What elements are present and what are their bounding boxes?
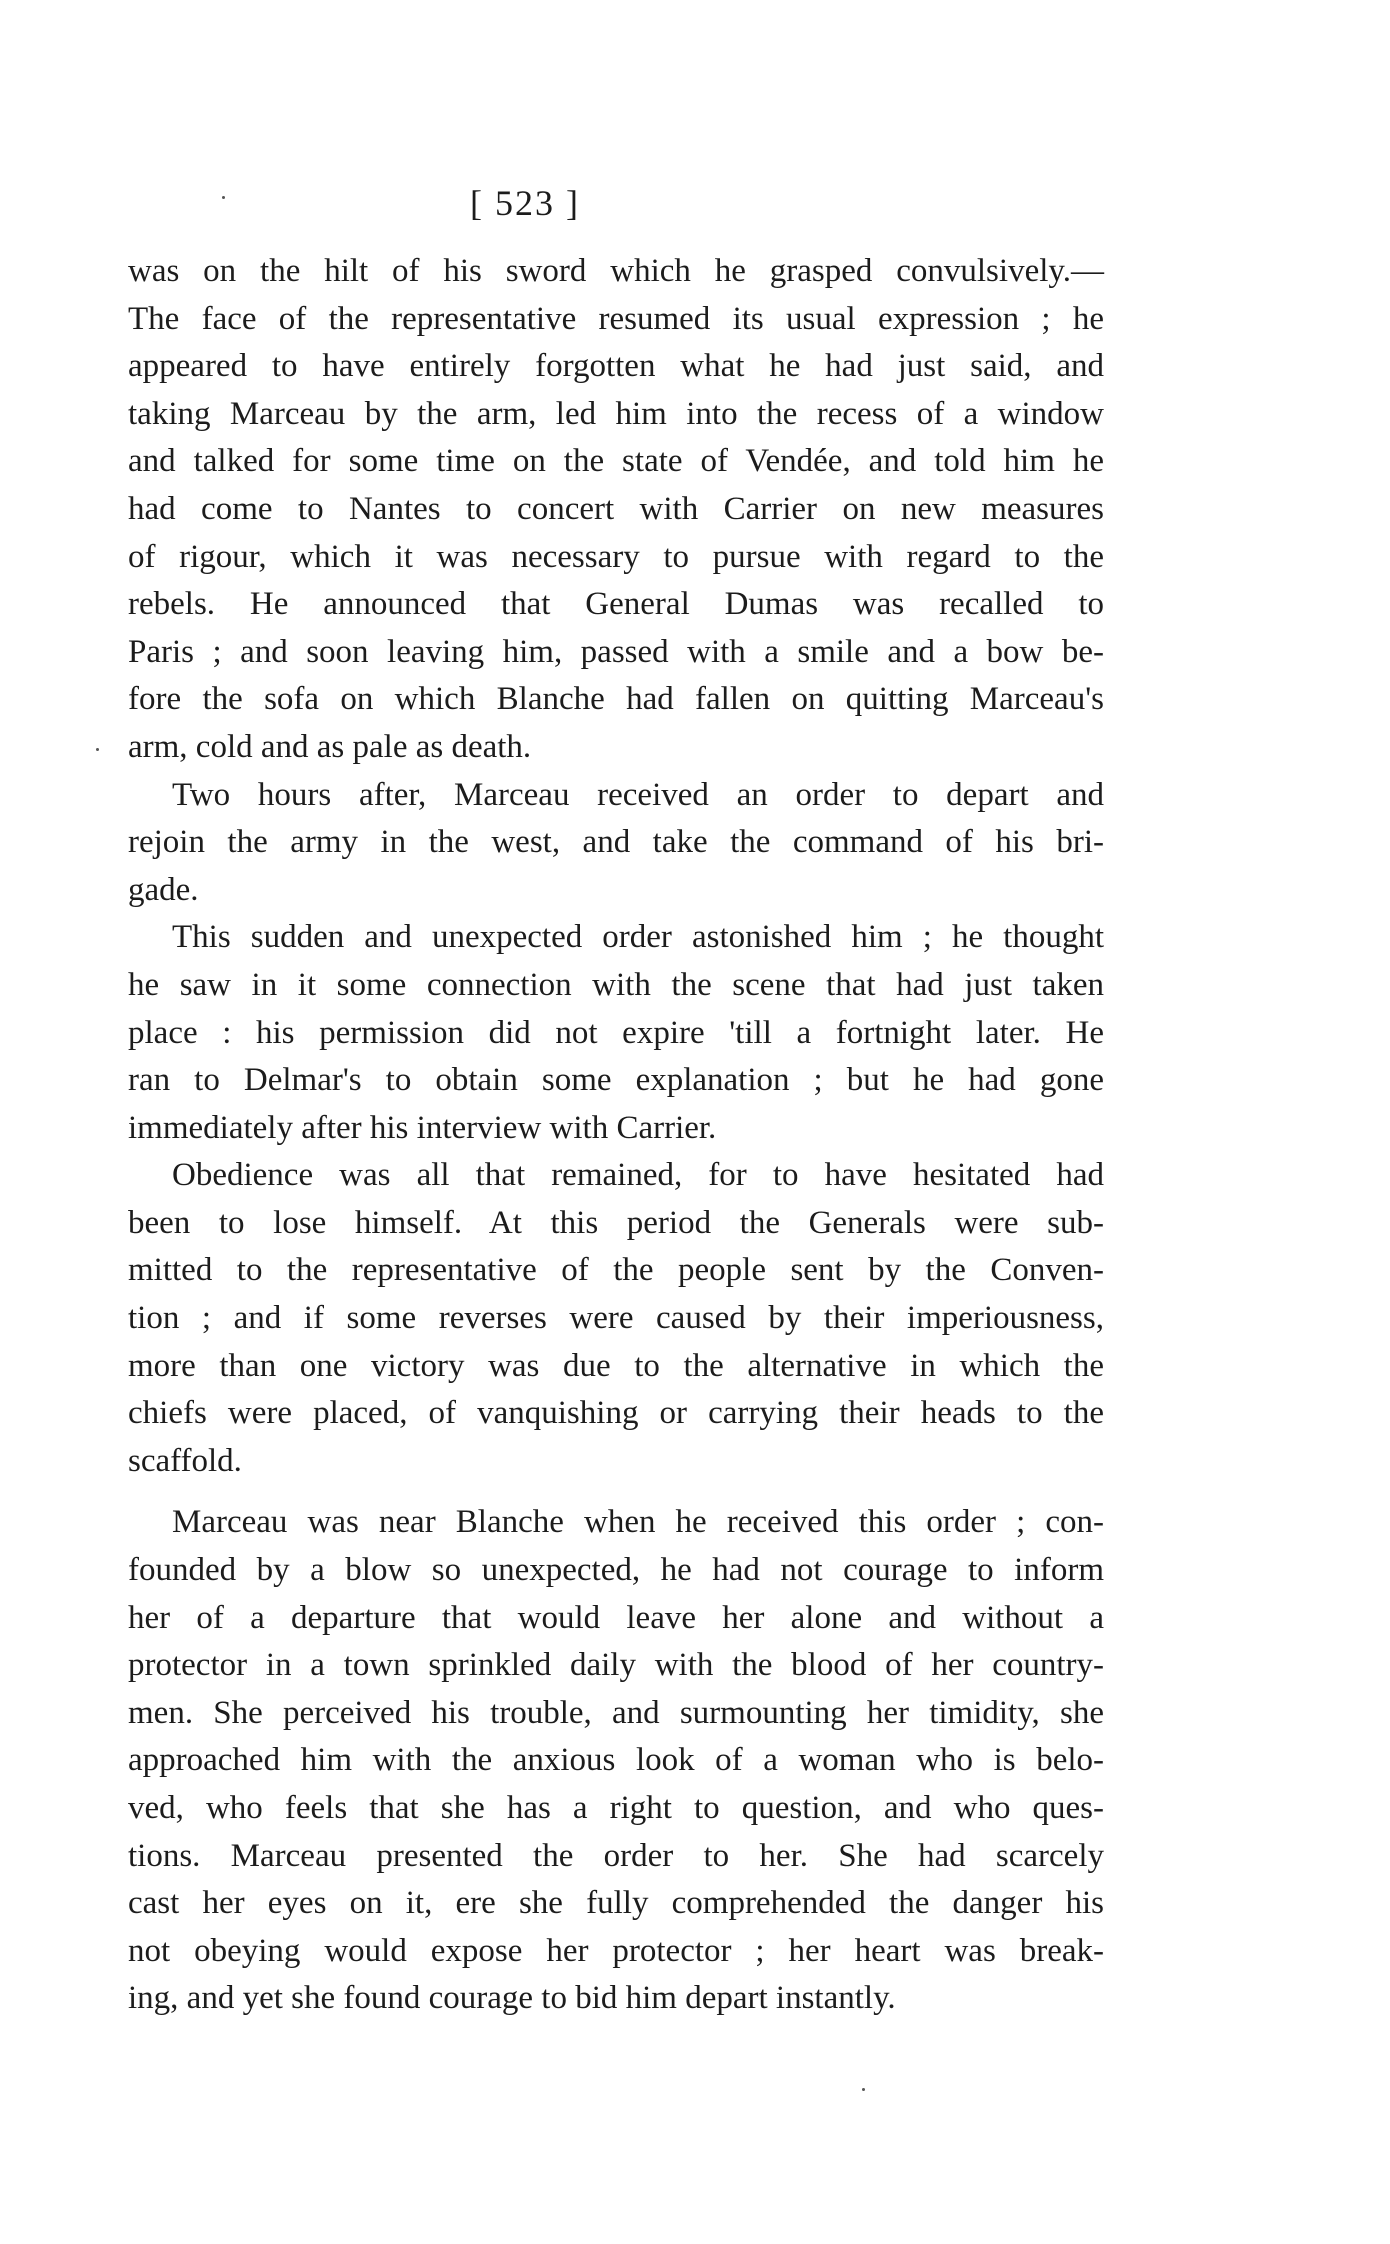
text-line: he saw in it some connection with the scene that had just taken [128,966,1104,1003]
text-line: chiefs were placed, of vanquishing or carrying their heads to the [128,1395,1104,1432]
text-line: gade. [128,871,199,908]
text-line: her of a departure that would leave her alone and without a [128,1599,1104,1636]
print-speck [222,196,225,199]
paragraph [128,772,1104,915]
text-line: approached him with the anxious look of a woman who is belo- [128,1742,1104,1779]
paragraph-gap [128,1485,1104,1499]
text-line: been to lose himself. At this period the Generals were sub- [128,1204,1104,1241]
text-line: cast her eyes on it, ere she fully comprehended the danger his [128,1885,1104,1922]
text-line: men. She perceived his trouble, and surmounting her timidity, she [128,1694,1104,1731]
text-line: protector in a town sprinkled daily with the blood of her country- [128,1647,1104,1684]
text-line: place : his permission did not expire 'till a fortnight later. He [128,1014,1104,1051]
paragraph [128,1152,1104,1485]
text-line: fore the sofa on which Blanche had fallen on quitting Marceau's [128,681,1104,718]
paragraph [128,248,1104,772]
text-line: rejoin the army in the west, and take the command of his bri- [128,824,1104,861]
print-speck [862,2088,865,2091]
text-line: and talked for some time on the state of Vendée, and told him he [128,443,1104,480]
text-line: rebels. He announced that General Dumas was recalled to [128,586,1104,623]
text-line: tion ; and if some reverses were caused by their imperiousness, [128,1300,1104,1337]
text-line: The face of the representative resumed its usual expression ; he [128,300,1104,337]
text-line: immediately after his interview with Carrier. [128,1109,717,1146]
text-line: more than one victory was due to the alternative in which the [128,1347,1104,1384]
print-speck [96,748,99,751]
paragraph [128,914,1104,1152]
text-line: mitted to the representative of the people sent by the Conven- [128,1252,1104,1289]
text-line: tions. Marceau presented the order to her. She had scarcely [128,1837,1104,1874]
text-line: This sudden and unexpected order astonished him ; he thought [172,919,1104,956]
paragraph [128,1499,1104,2023]
text-line: ran to Delmar's to obtain some explanation ; but he had gone [128,1062,1104,1099]
text-line: scaffold. [128,1442,242,1479]
body-text [128,248,1104,2023]
text-line: of rigour, which it was necessary to pursue with regard to the [128,538,1104,575]
text-line: Paris ; and soon leaving him, passed with a smile and a bow be- [128,633,1104,670]
text-line: had come to Nantes to concert with Carrier on new measures [128,490,1104,527]
text-line: Two hours after, Marceau received an order to depart and [172,776,1104,813]
text-line: taking Marceau by the arm, led him into the recess of a window [128,395,1104,432]
text-line: arm, cold and as pale as death. [128,728,532,765]
text-line: founded by a blow so unexpected, he had not courage to inform [128,1552,1104,1589]
text-line: was on the hilt of his sword which he grasped convulsively.— [128,253,1104,289]
text-line: appeared to have entirely forgotten what he had just said, and [128,348,1104,385]
text-line: Marceau was near Blanche when he received this order ; con- [172,1504,1104,1541]
text-line: not obeying would expose her protector ; her heart was break- [128,1932,1104,1969]
page-number: [ 523 ] [470,183,580,223]
text-line: ing, and yet she found courage to bid him depart instantly. [128,1980,896,2017]
text-line: Obedience was all that remained, for to have hesitated had [172,1157,1104,1194]
text-line: ved, who feels that she has a right to question, and who ques- [128,1790,1104,1826]
